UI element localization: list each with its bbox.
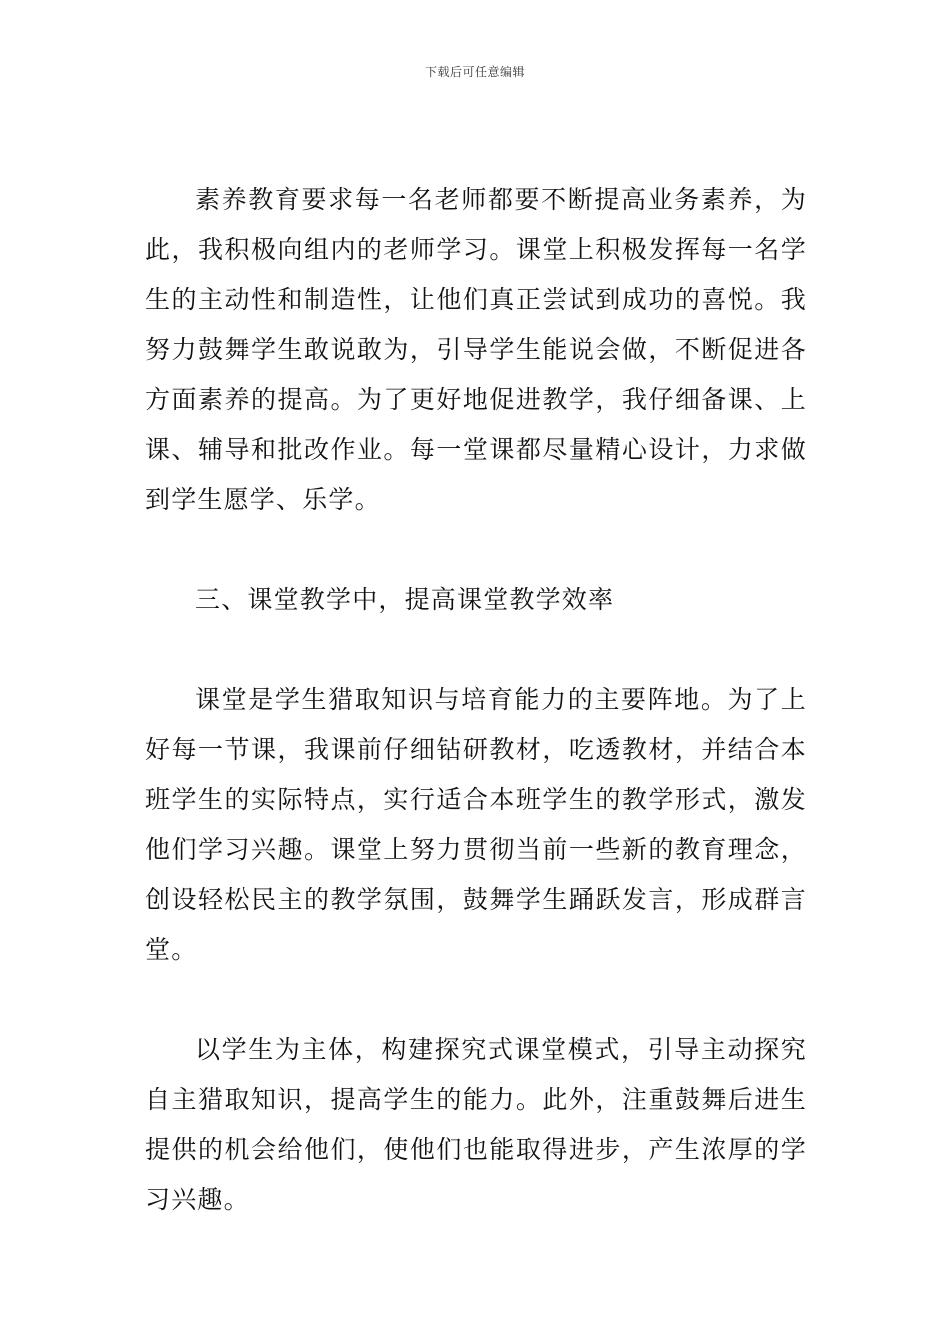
paragraph-professional-quality — [145, 175, 807, 525]
paragraph-student-centered — [145, 1025, 807, 1225]
paragraph-text: 素养教育要求每一名老师都要不断提高业务素养，为此，我积极向组内的老师学习。课堂上积极发挥每一名学生的主动性和制造性，让他们真正尝试到成功的喜悦。我努力鼓舞学生敢说敢为，引导学生能说会做，不断促进各方面素养的提高。为了更好地促进教学，我仔细备课、上课、辅导和批改作业。每一堂课都尽量精心设计，力求做到学生愿学、乐学。 — [145, 185, 807, 514]
section-heading-text: 三、课堂教学中，提高课堂教学效率 — [195, 585, 615, 614]
section-heading-3 — [145, 575, 807, 625]
page-header-note: 下载后可任意编辑 — [424, 65, 525, 79]
paragraph-text: 以学生为主体，构建探究式课堂模式，引导主动探究自主猎取知识，提高学生的能力。此外，注重鼓舞后进生提供的机会给他们，使他们也能取得进步，产生浓厚的学习兴趣。 — [145, 1035, 807, 1214]
paragraph-text: 课堂是学生猎取知识与培育能力的主要阵地。为了上好每一节课，我课前仔细钻研教材，吃透教材，并结合本班学生的实际特点，实行适合本班学生的教学形式，激发他们学习兴趣。课堂上努力贯彻当前一些新的教育理念，创设轻松民主的教学氛围，鼓舞学生踊跃发言，形成群言堂。 — [145, 685, 807, 964]
paragraph-classroom-teaching — [145, 675, 807, 975]
